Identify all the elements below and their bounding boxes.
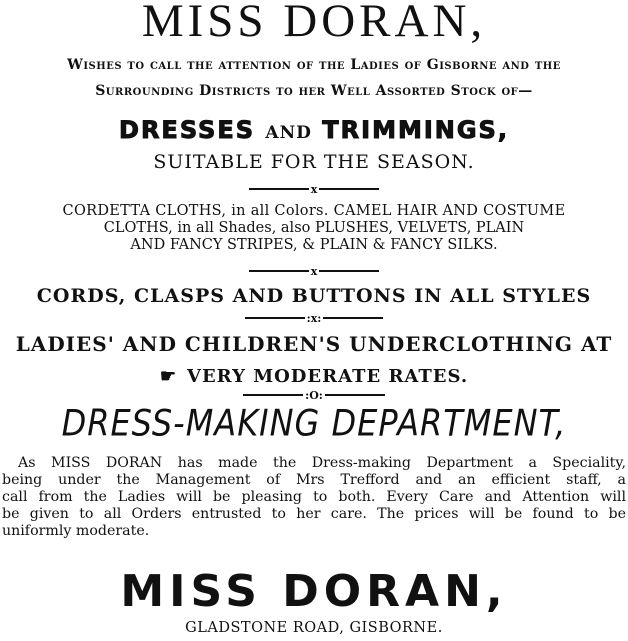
dresses-and-trimmings-headline (0, 114, 628, 145)
dress-making-department-heading: DRESS-MAKING DEPARTMENT, (61, 401, 567, 445)
body-line-2: being under the Management of Mrs Trefford and an efficient staff, a (2, 472, 626, 488)
moderate-rates-text: VERY MODERATE RATES. (187, 366, 469, 387)
cloths-line-1: CORDETTA CLOTHS, in all Colors. CAMEL HAIR AND COSTUME (62, 203, 566, 219)
divider-1 (0, 182, 628, 196)
cloths-line-2: CLOTHS, in all Shades, also PLUSHES, VELVETS, PLAIN (103, 220, 525, 236)
divider-mark: :O: (305, 388, 323, 402)
advertiser-title: MISS DORAN, (141, 0, 487, 47)
divider-rule-left (249, 188, 309, 190)
dresses-word: DRESSES (119, 116, 255, 144)
divider-4 (0, 388, 628, 402)
pointing-hand-icon: ☛ (159, 366, 177, 387)
underclothing-heading: LADIES' AND CHILDREN'S UNDERCLOTHING AT (15, 332, 613, 356)
divider-rule-left (245, 317, 305, 319)
footer-advertiser-name: MISS DORAN, (120, 566, 508, 617)
divider-rule-right (319, 270, 379, 272)
body-line-3: call from the Ladies will be pleasing to both. Every Care and Attention will (2, 489, 626, 505)
divider-rule-right (319, 188, 379, 190)
department-body-paragraph (2, 455, 626, 540)
body-line-5: uniformly moderate. (2, 523, 150, 539)
divider-mark: x (310, 182, 318, 196)
divider-rule-left (249, 270, 309, 272)
cords-heading: CORDS, CLASPS AND BUTTONS IN ALL STYLES (36, 285, 592, 307)
cloths-line-3: AND FANCY STRIPES, & PLAIN & FANCY SILKS. (130, 237, 498, 253)
trimmings-word: TRIMMINGS, (322, 116, 509, 144)
cloths-paragraph (0, 203, 628, 254)
divider-rule-left (243, 394, 303, 396)
and-word: AND (265, 123, 312, 143)
divider-rule-right (323, 317, 383, 319)
intro-line-2: Surrounding Districts to her Well Assorted Stock of— (95, 83, 533, 99)
divider-3 (0, 311, 628, 325)
divider-mark: :x: (306, 311, 322, 325)
body-line-4: be given to all Orders entrusted to her care. The prices will be found to be (2, 506, 626, 522)
body-line-1: As MISS DORAN has made the Dress-making Department a Speciality, (18, 455, 626, 471)
season-subheading: SUITABLE FOR THE SEASON. (153, 151, 475, 173)
footer-address: GLADSTONE ROAD, GISBORNE. (185, 620, 443, 636)
intro-line-1: Wishes to call the attention of the Ladies of Gisborne and the (67, 57, 561, 73)
moderate-rates-line (0, 366, 628, 387)
divider-2 (0, 264, 628, 278)
divider-mark: x (310, 264, 318, 278)
divider-rule-right (325, 394, 385, 396)
